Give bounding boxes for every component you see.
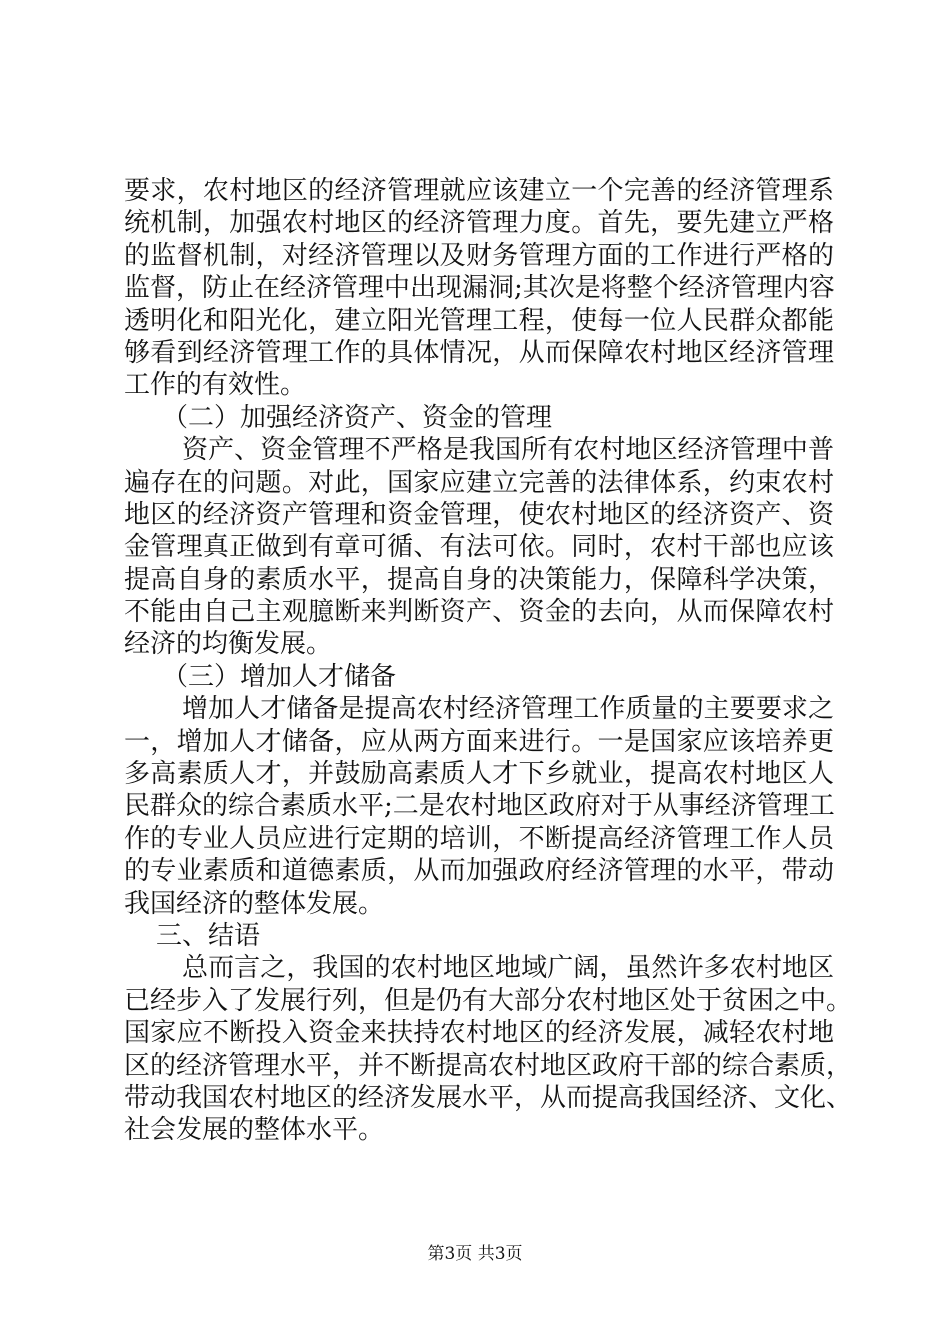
body-line: 带动我国农村地区的经济发展水平，从而提高我国经济、文化、 xyxy=(124,1082,853,1113)
body-line: 工作的有效性。 xyxy=(124,370,307,401)
body-line: 民群众的综合素质水平;二是农村地区政府对于从事经济管理工 xyxy=(124,791,835,822)
body-line: 遍存在的问题。对此，国家应建立完善的法律体系，约束农村 xyxy=(124,467,834,498)
body-line: 的监督机制，对经济管理以及财务管理方面的工作进行严格的 xyxy=(124,240,834,271)
body-line: 已经步入了发展行列，但是仍有大部分农村地区处于贫困之中。 xyxy=(124,985,853,1016)
body-line: 要求，农村地区的经济管理就应该建立一个完善的经济管理系 xyxy=(124,176,834,206)
body-line: 多高素质人才，并鼓励高素质人才下乡就业，提高农村地区人 xyxy=(124,759,834,790)
body-line: 统机制，加强农村地区的经济管理力度。首先，要先建立严格 xyxy=(124,208,834,239)
section-heading: （三）增加人才储备 xyxy=(162,661,397,692)
body-line: 经济的均衡发展。 xyxy=(124,629,333,660)
body-line: 够看到经济管理工作的具体情况，从而保障农村地区经济管理 xyxy=(124,337,834,368)
body-line: 资产、资金管理不严格是我国所有农村地区经济管理中普 xyxy=(182,435,834,466)
body-line: 监督，防止在经济管理中出现漏洞;其次是将整个经济管理内容 xyxy=(124,273,835,304)
body-line: 总而言之，我国的农村地区地域广阔，虽然许多农村地区 xyxy=(182,953,834,984)
body-line: 金管理真正做到有章可循、有法可依。同时，农村干部也应该 xyxy=(124,532,834,563)
section-heading: （二）加强经济资产、资金的管理 xyxy=(162,402,553,433)
body-line: 的专业素质和道德素质，从而加强政府经济管理的水平，带动 xyxy=(124,856,834,887)
body-line: 我国经济的整体发展。 xyxy=(124,888,385,919)
body-line: 提高自身的素质水平，提高自身的决策能力，保障科学决策， xyxy=(124,564,834,595)
body-line: 区的经济管理水平，并不断提高农村地区政府干部的综合素质， xyxy=(124,1050,853,1081)
body-line: 作的专业人员应进行定期的培训，不断提高经济管理工作人员 xyxy=(124,823,834,854)
body-line: 不能由自己主观臆断来判断资产、资金的去向，从而保障农村 xyxy=(124,597,834,628)
page-number: 第3页 共3页 xyxy=(427,1244,523,1264)
body-line: 一，增加人才储备，应从两方面来进行。一是国家应该培养更 xyxy=(124,726,834,757)
body-line: 增加人才储备是提高农村经济管理工作质量的主要要求之 xyxy=(182,694,834,725)
section-heading: 三、结语 xyxy=(156,920,261,951)
body-line: 地区的经济资产管理和资金管理，使农村地区的经济资产、资 xyxy=(124,499,834,530)
document-body xyxy=(124,175,853,1147)
body-line: 社会发展的整体水平。 xyxy=(124,1115,385,1146)
body-line: 国家应不断投入资金来扶持农村地区的经济发展，减轻农村地 xyxy=(124,1018,834,1049)
body-line: 透明化和阳光化，建立阳光管理工程，使每一位人民群众都能 xyxy=(124,305,834,336)
